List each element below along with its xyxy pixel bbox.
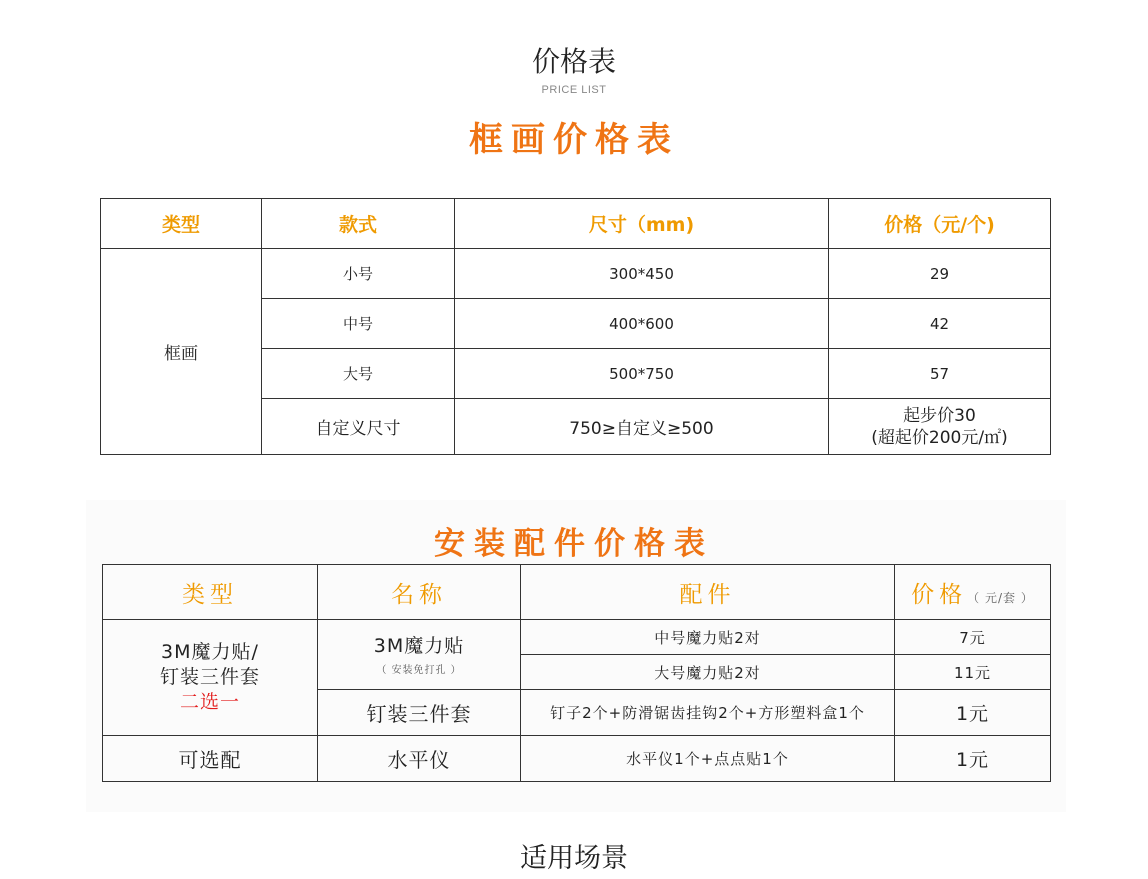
name-label: 3M魔力贴 bbox=[373, 634, 465, 657]
price-cell: 7元 bbox=[895, 620, 1051, 655]
header-type: 类型 bbox=[103, 565, 318, 620]
size-cell: 400*600 bbox=[455, 299, 829, 349]
size-cell: 750≥自定义≥500 bbox=[455, 399, 829, 455]
table-row bbox=[103, 620, 1051, 655]
header-price-unit: （ 元/套 ） bbox=[967, 590, 1034, 605]
price-line-1: 起步价30 bbox=[903, 405, 976, 426]
accessory-price-title: 安装配件价格表 bbox=[434, 526, 714, 562]
name-cell bbox=[318, 620, 521, 690]
type-line-2: 钉装三件套 bbox=[159, 666, 260, 688]
type-line-3: 二选一 bbox=[179, 691, 240, 713]
style-cell: 自定义尺寸 bbox=[262, 399, 455, 455]
frame-price-table bbox=[100, 198, 1051, 455]
type-cell: 可选配 bbox=[103, 736, 318, 782]
type-cell: 框画 bbox=[101, 249, 262, 455]
table-row bbox=[101, 249, 1051, 299]
price-cell: 1元 bbox=[895, 690, 1051, 736]
price-cell: 1元 bbox=[895, 736, 1051, 782]
size-cell: 500*750 bbox=[455, 349, 829, 399]
name-cell: 水平仪 bbox=[318, 736, 521, 782]
price-cell: 29 bbox=[829, 249, 1051, 299]
header-price bbox=[895, 565, 1051, 620]
header-style: 款式 bbox=[262, 199, 455, 249]
header-name: 名称 bbox=[318, 565, 521, 620]
size-cell: 300*450 bbox=[455, 249, 829, 299]
price-line-2: (超起价200元/㎡) bbox=[871, 427, 1008, 448]
accessory-price-table bbox=[102, 564, 1051, 782]
scene-title: 适用场景 bbox=[520, 843, 628, 874]
header-price: 价格（元/个) bbox=[829, 199, 1051, 249]
price-cell: 57 bbox=[829, 349, 1051, 399]
price-cell bbox=[829, 399, 1051, 455]
part-cell: 中号魔力贴2对 bbox=[521, 620, 895, 655]
part-cell: 大号魔力贴2对 bbox=[521, 655, 895, 690]
price-cell: 42 bbox=[829, 299, 1051, 349]
name-cell: 钉装三件套 bbox=[318, 690, 521, 736]
style-cell: 小号 bbox=[262, 249, 455, 299]
table-row bbox=[103, 736, 1051, 782]
table-header-row bbox=[101, 199, 1051, 249]
price-cell: 11元 bbox=[895, 655, 1051, 690]
style-cell: 大号 bbox=[262, 349, 455, 399]
page-title: 价格表 bbox=[531, 45, 616, 78]
table-header-row bbox=[103, 565, 1051, 620]
header-part: 配件 bbox=[521, 565, 895, 620]
style-cell: 中号 bbox=[262, 299, 455, 349]
part-cell: 水平仪1个+点点贴1个 bbox=[521, 736, 895, 782]
frame-price-title: 框画价格表 bbox=[469, 120, 679, 160]
name-note: （ 安装免打孔 ） bbox=[376, 664, 462, 676]
header-size: 尺寸（mm) bbox=[455, 199, 829, 249]
header-type: 类型 bbox=[101, 199, 262, 249]
type-cell bbox=[103, 620, 318, 736]
type-line-1: 3M魔力贴/ bbox=[161, 641, 259, 663]
part-cell: 钉子2个+防滑锯齿挂钩2个+方形塑料盒1个 bbox=[521, 690, 895, 736]
header-price-label: 价格 bbox=[911, 581, 968, 608]
page-subtitle: PRICE LIST bbox=[541, 84, 607, 96]
